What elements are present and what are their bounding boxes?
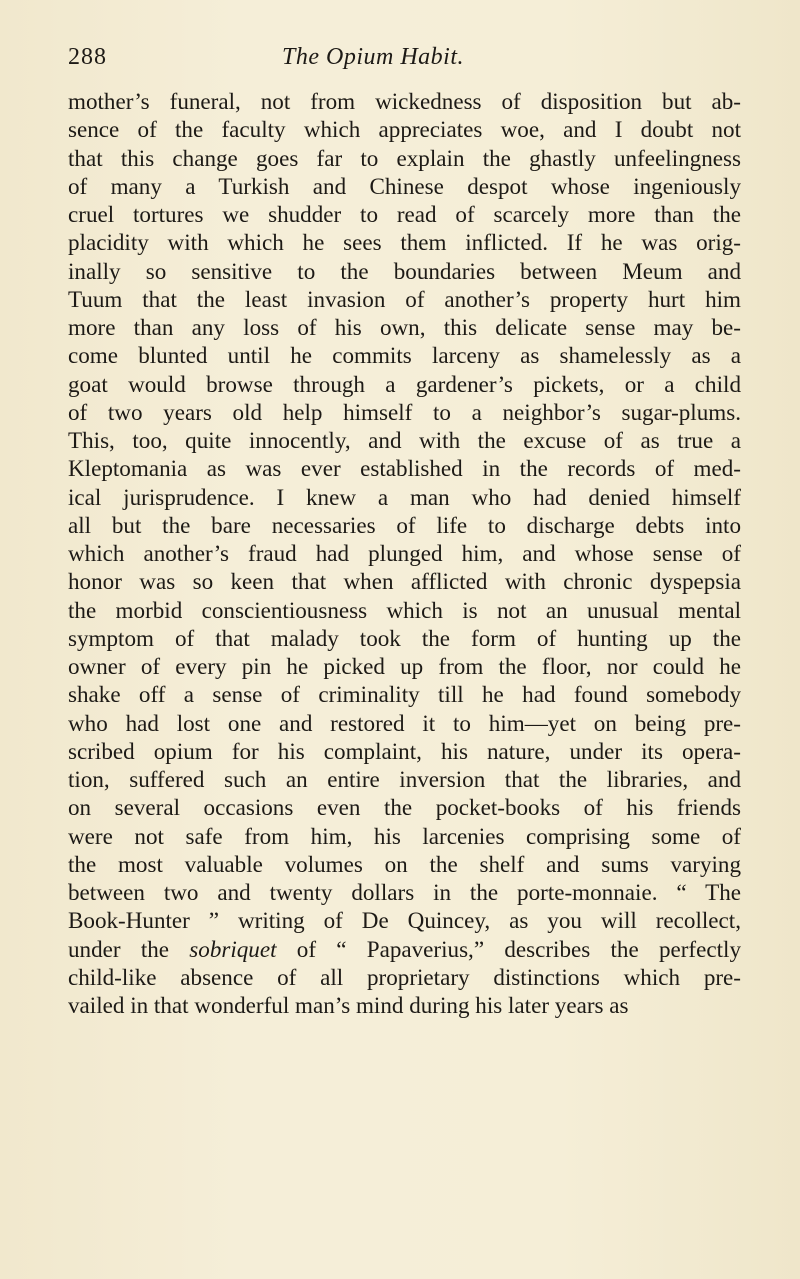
text-line: mother’s funeral, not from wickedness of disposition but ab- [68,88,741,114]
text-line: the morbid conscientiousness which is not an unusual mental [68,596,741,623]
text-line: the most valuable volumes on the shelf and sums varying [68,850,741,877]
text-line: more than any loss of his own, this delicate sense may be- [68,314,741,340]
text-line: vailed in that wonderful man’s mind during his later years as [68,992,629,1018]
text-line: inally so sensitive to the boundaries between Meum and [68,257,741,284]
text-line-sobriquet [68,935,741,963]
text-line: between two and twenty dollars in the porte-monnaie. “ The [68,879,741,905]
italic-word: sobriquet [189,935,277,962]
text-line: all but the bare necessaries of life to discharge debts into [68,511,741,538]
text-line: ical jurisprudence. I knew a man who had denied himself [68,483,741,510]
text-line: who had lost one and restored it to him—yet on being pre- [68,709,741,736]
text-line: honor was so keen that when afflicted with chronic dyspepsia [68,568,741,595]
text-line: of two years old help himself to a neighbor’s sugar-plums. [68,398,741,425]
line-segment: of “ Papaverius,” describes the perfectly [276,935,741,962]
text-line: were not safe from him, his larcenies comprising some of [68,822,741,849]
text-line: This, too, quite innocently, and with the excuse of as true a [68,427,741,453]
page-number: 288 [68,44,107,70]
text-line: Kleptomania as was ever established in the records of med- [68,455,741,482]
line-segment: under the [68,935,190,962]
text-line: sence of the faculty which appreciates woe, and I doubt not [68,116,741,143]
text-line: cruel tortures we shudder to read of scarcely more than the [68,201,741,227]
text-line: shake off a sense of criminality till he had found somebody [68,681,741,708]
text-line: come blunted until he commits larceny as shamelessly as a [68,342,741,369]
text-line: placidity with which he sees them inflicted. If he was orig- [68,229,741,256]
text-line: owner of every pin he picked up from the floor, nor could he [68,653,741,679]
text-line: which another’s fraud had plunged him, and whose sense of [68,540,741,566]
text-line: child-like absence of all proprietary distinctions which pre- [68,963,741,990]
text-line: tion, suffered such an entire inversion that the libraries, and [68,766,741,792]
text-line: symptom of that malady took the form of hunting up the [68,624,741,651]
text-line: Tuum that the least invasion of another’s property hurt him [68,285,741,312]
text-line: that this change goes far to explain the ghastly unfeelingness [68,144,741,171]
text-line: Book-Hunter ” writing of De Quincey, as you will recollect, [68,907,741,934]
text-line: of many a Turkish and Chinese despot whose ingeniously [68,172,741,199]
running-title: The Opium Habit. [282,44,464,70]
text-line: scribed opium for his complaint, his nature, under its opera- [68,737,741,764]
text-line: goat would browse through a gardener’s pickets, or a child [68,370,741,397]
body-text [68,87,741,1019]
page-header [68,44,741,84]
text-line: on several occasions even the pocket-books of his friends [68,794,741,821]
